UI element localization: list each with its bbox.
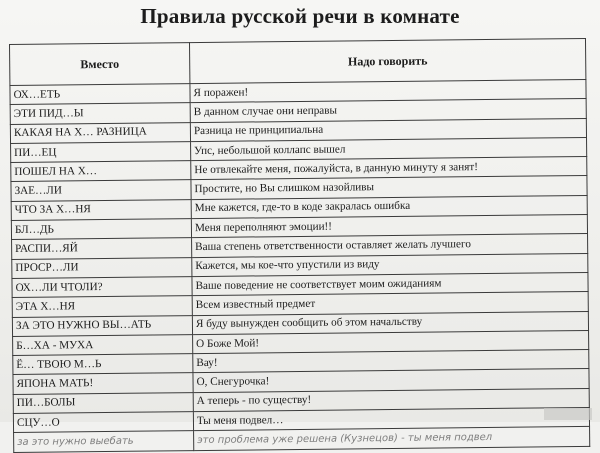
handwritten-instead-text: за это нужно выебать: [17, 435, 134, 448]
cell-instead: ЭТА Х…НЯ: [12, 296, 192, 317]
cell-say: Всем известный предмет: [192, 292, 588, 315]
cell-say: Я буду вынужден сообщить об этом начальству: [192, 311, 588, 334]
header-should-say: Надо говорить: [189, 38, 585, 83]
cell-instead: ПОШЕЛ НА Х…: [11, 161, 191, 182]
cell-instead: СЦУ…О: [13, 412, 193, 433]
cell-instead: РАСПИ…ЯЙ: [12, 238, 192, 259]
cell-instead: ПИ…БОЛЫ: [13, 392, 193, 413]
page-title: Правила русской речи в комнате: [140, 4, 460, 28]
cell-instead: ЭТИ ПИД…Ы: [10, 103, 190, 124]
cell-instead: ЗА ЭТО НУЖНО ВЫ…АТЬ: [12, 315, 192, 336]
cell-say: О, Снегурочка!: [193, 369, 589, 392]
photo-corner-smudge: [544, 408, 592, 420]
cell-say: В данном случае они неправы: [190, 99, 586, 122]
cell-instead: ОХ…ЛИ ЧТОЛИ?: [12, 277, 192, 298]
cell-say: Упс, небольшой коллапс вышел: [191, 137, 587, 160]
cell-say: Ваше поведение не соответствует моим ожиданиям: [192, 272, 588, 295]
cell-say: Ты меня подвел…: [193, 407, 589, 430]
table-header-row: [10, 38, 586, 85]
cell-instead: БЛ…ДЬ: [11, 219, 191, 240]
handwritten-instead: [14, 431, 194, 452]
cell-say: О Боже Мой!: [193, 330, 589, 353]
cell-instead: ЯПОНА МАТЬ!: [13, 373, 193, 394]
cell-say: Ваша степень ответственности оставляет желать лучшего: [192, 234, 588, 257]
cell-say: Вау!: [193, 350, 589, 373]
cell-instead: ПРОСР…ЛИ: [12, 257, 192, 278]
cell-say: Меня переполняют эмоции!!: [191, 215, 587, 238]
handwritten-say-text: это проблема уже решена (Кузнецов) - ты меня подвел: [197, 431, 493, 447]
cell-say: Разница не принципиальна: [190, 118, 586, 141]
header-instead: Вместо: [10, 43, 190, 86]
cell-say: Простите, но Вы слишком назойливы: [191, 176, 587, 199]
handwritten-say: [194, 427, 590, 450]
rules-table: [9, 38, 590, 453]
cell-say: Не отвлекайте меня, пожалуйста, в данную минуту я занят!: [191, 157, 587, 180]
cell-instead: Ё… ТВОЮ М…Ь: [13, 354, 193, 375]
cell-instead: Б…ХА - МУХА: [13, 334, 193, 355]
cell-instead: ЗАЕ…ЛИ: [11, 180, 191, 201]
cell-instead: ЧТО ЗА Х…НЯ: [11, 199, 191, 220]
cell-instead: ПИ…ЕЦ: [11, 141, 191, 162]
cell-instead: ОХ…ЕТЬ: [10, 84, 190, 105]
cell-say: А теперь - по существу!: [193, 388, 589, 411]
cell-say: Я поражен!: [190, 79, 586, 102]
cell-say: Кажется, мы кое-что упустили из виду: [192, 253, 588, 276]
cell-say: Мне кажется, где-то в коде закралась ошибка: [191, 195, 587, 218]
cell-instead: КАКАЯ НА Х… РАЗНИЦА: [10, 122, 190, 143]
